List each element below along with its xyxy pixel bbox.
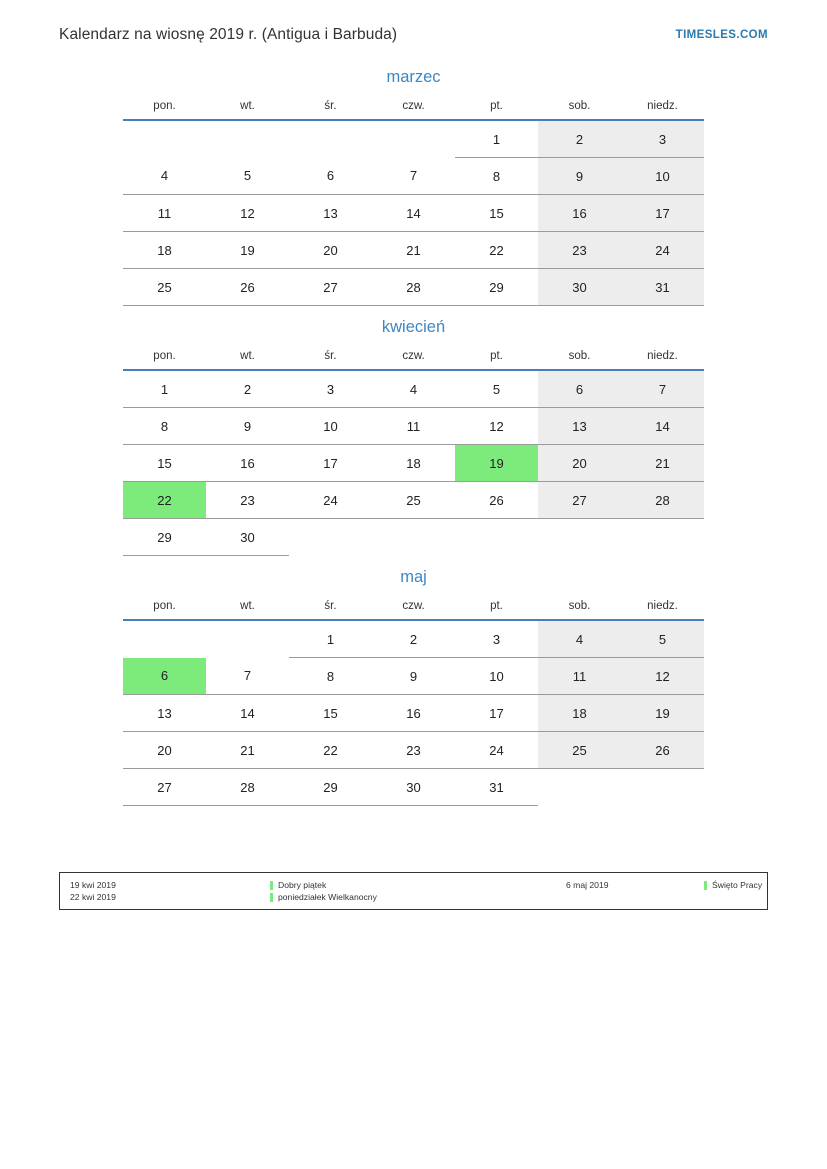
weekday-header: sob. — [538, 97, 621, 120]
week-row — [123, 695, 704, 732]
day-cell[interactable]: 24 — [621, 232, 704, 269]
page-title: Kalendarz na wiosnę 2019 r. (Antigua i Barbuda) — [59, 26, 398, 43]
legend-date: 22 kwi 2019 — [70, 892, 116, 902]
day-cell[interactable]: 30 — [206, 519, 289, 556]
day-cell[interactable]: 14 — [621, 408, 704, 445]
day-cell[interactable]: 13 — [289, 195, 372, 232]
month-block — [59, 312, 768, 556]
day-cell-holiday[interactable]: 19 — [455, 445, 538, 482]
day-cell[interactable]: 6 — [289, 158, 372, 195]
legend-holiday-name: Dobry piątek — [278, 880, 327, 890]
day-cell-empty — [123, 620, 206, 658]
day-cell[interactable]: 28 — [372, 269, 455, 306]
day-cell-empty — [372, 120, 455, 158]
day-cell[interactable]: 14 — [206, 695, 289, 732]
week-row — [123, 769, 704, 806]
day-cell[interactable]: 1 — [123, 370, 206, 408]
week-row — [123, 232, 704, 269]
day-cell[interactable]: 31 — [621, 269, 704, 306]
day-cell[interactable]: 29 — [455, 269, 538, 306]
day-cell[interactable]: 11 — [123, 195, 206, 232]
week-row — [123, 408, 704, 445]
weekday-header: czw. — [372, 97, 455, 120]
day-cell-holiday[interactable]: 22 — [123, 482, 206, 519]
day-cell[interactable]: 10 — [455, 658, 538, 695]
day-cell-empty — [206, 120, 289, 158]
day-cell[interactable]: 1 — [455, 120, 538, 158]
day-cell[interactable]: 29 — [123, 519, 206, 556]
day-cell[interactable]: 7 — [206, 658, 289, 695]
weekday-header: niedz. — [621, 97, 704, 120]
day-cell[interactable]: 9 — [538, 158, 621, 195]
day-cell[interactable]: 9 — [206, 408, 289, 445]
legend-box — [59, 872, 768, 910]
day-cell-empty — [621, 519, 704, 556]
week-row — [123, 269, 704, 306]
weekday-header: pon. — [123, 347, 206, 370]
month-table — [123, 597, 704, 806]
day-cell[interactable]: 28 — [206, 769, 289, 806]
day-cell[interactable]: 26 — [206, 269, 289, 306]
day-cell[interactable]: 25 — [123, 269, 206, 306]
day-cell-empty — [206, 620, 289, 658]
day-cell-empty — [538, 769, 621, 806]
page-header — [59, 20, 768, 50]
day-cell[interactable]: 8 — [123, 408, 206, 445]
day-cell[interactable]: 15 — [455, 195, 538, 232]
weekday-header: wt. — [206, 97, 289, 120]
day-cell[interactable]: 4 — [372, 370, 455, 408]
day-cell[interactable]: 30 — [372, 769, 455, 806]
day-cell[interactable]: 5 — [206, 158, 289, 195]
day-cell[interactable]: 16 — [372, 695, 455, 732]
day-cell[interactable]: 26 — [455, 482, 538, 519]
month-title: kwiecień — [381, 318, 446, 336]
day-cell[interactable]: 18 — [372, 445, 455, 482]
day-cell-empty — [289, 519, 372, 556]
day-cell[interactable]: 30 — [538, 269, 621, 306]
month-table — [123, 97, 704, 306]
day-cell[interactable]: 5 — [455, 370, 538, 408]
day-cell[interactable]: 6 — [538, 370, 621, 408]
day-cell[interactable]: 19 — [621, 695, 704, 732]
weekday-header: pon. — [123, 597, 206, 620]
legend-row — [70, 879, 763, 891]
day-cell[interactable]: 14 — [372, 195, 455, 232]
day-cell[interactable]: 25 — [372, 482, 455, 519]
month-block — [59, 62, 768, 306]
day-cell[interactable]: 4 — [123, 158, 206, 195]
weekday-header: niedz. — [621, 347, 704, 370]
weekday-header: sob. — [538, 597, 621, 620]
legend-date: 19 kwi 2019 — [70, 880, 116, 890]
day-cell[interactable]: 26 — [621, 732, 704, 769]
month-table — [123, 347, 704, 556]
week-row — [123, 519, 704, 556]
day-cell-empty — [455, 519, 538, 556]
week-row — [123, 120, 704, 158]
day-cell[interactable]: 23 — [538, 232, 621, 269]
day-cell[interactable]: 10 — [621, 158, 704, 195]
day-cell[interactable]: 13 — [538, 408, 621, 445]
day-cell[interactable]: 9 — [372, 658, 455, 695]
day-cell[interactable]: 27 — [289, 269, 372, 306]
day-cell[interactable]: 3 — [289, 370, 372, 408]
day-cell[interactable]: 24 — [455, 732, 538, 769]
week-row — [123, 732, 704, 769]
weekday-header: pt. — [455, 97, 538, 120]
weekday-header: pt. — [455, 347, 538, 370]
day-cell[interactable]: 2 — [372, 620, 455, 658]
weekday-header: wt. — [206, 597, 289, 620]
day-cell[interactable]: 27 — [123, 769, 206, 806]
day-cell[interactable]: 21 — [621, 445, 704, 482]
day-cell[interactable]: 17 — [289, 445, 372, 482]
day-cell[interactable]: 3 — [455, 620, 538, 658]
weekday-header-row — [123, 97, 704, 120]
day-cell[interactable]: 23 — [206, 482, 289, 519]
day-cell[interactable]: 25 — [538, 732, 621, 769]
day-cell[interactable]: 4 — [538, 620, 621, 658]
weekday-header: czw. — [372, 347, 455, 370]
calendars-container — [59, 62, 768, 812]
day-cell[interactable]: 21 — [206, 732, 289, 769]
day-cell[interactable]: 16 — [206, 445, 289, 482]
day-cell[interactable]: 24 — [289, 482, 372, 519]
legend-date: 6 maj 2019 — [566, 880, 609, 890]
day-cell[interactable]: 18 — [123, 232, 206, 269]
day-cell[interactable]: 27 — [538, 482, 621, 519]
day-cell[interactable]: 15 — [123, 445, 206, 482]
weekday-header: niedz. — [621, 597, 704, 620]
weekday-header: śr. — [289, 347, 372, 370]
week-row — [123, 158, 704, 195]
month-title: maj — [400, 568, 427, 586]
day-cell[interactable]: 3 — [621, 120, 704, 158]
month-block — [59, 562, 768, 806]
day-cell[interactable]: 7 — [621, 370, 704, 408]
day-cell[interactable]: 17 — [455, 695, 538, 732]
holiday-color-marker-icon — [270, 881, 273, 890]
week-row — [123, 482, 704, 519]
day-cell[interactable]: 13 — [123, 695, 206, 732]
weekday-header: sob. — [538, 347, 621, 370]
day-cell[interactable]: 1 — [289, 620, 372, 658]
day-cell-empty — [372, 519, 455, 556]
day-cell[interactable]: 12 — [621, 658, 704, 695]
week-row — [123, 195, 704, 232]
day-cell[interactable]: 11 — [372, 408, 455, 445]
day-cell[interactable]: 21 — [372, 232, 455, 269]
legend-holiday-name: poniedziałek Wielkanocny — [278, 892, 377, 902]
day-cell[interactable]: 7 — [372, 158, 455, 195]
day-cell[interactable]: 19 — [206, 232, 289, 269]
day-cell[interactable]: 31 — [455, 769, 538, 806]
day-cell[interactable]: 11 — [538, 658, 621, 695]
day-cell[interactable]: 22 — [289, 732, 372, 769]
day-cell[interactable]: 5 — [621, 620, 704, 658]
month-title: marzec — [386, 68, 441, 86]
week-row — [123, 445, 704, 482]
day-cell[interactable]: 2 — [538, 120, 621, 158]
legend-holiday-name: Święto Pracy — [712, 880, 763, 890]
day-cell[interactable]: 2 — [206, 370, 289, 408]
day-cell[interactable]: 22 — [455, 232, 538, 269]
day-cell[interactable]: 20 — [289, 232, 372, 269]
weekday-header: czw. — [372, 597, 455, 620]
weekday-header: śr. — [289, 97, 372, 120]
day-cell[interactable]: 8 — [289, 658, 372, 695]
day-cell[interactable]: 16 — [538, 195, 621, 232]
day-cell-empty — [123, 120, 206, 158]
day-cell[interactable]: 29 — [289, 769, 372, 806]
day-cell[interactable]: 15 — [289, 695, 372, 732]
day-cell[interactable]: 12 — [455, 408, 538, 445]
week-row — [123, 370, 704, 408]
day-cell[interactable]: 8 — [455, 158, 538, 195]
weekday-header: wt. — [206, 347, 289, 370]
weekday-header: śr. — [289, 597, 372, 620]
weekday-header-row — [123, 347, 704, 370]
week-row — [123, 620, 704, 658]
day-cell[interactable]: 23 — [372, 732, 455, 769]
day-cell-empty — [538, 519, 621, 556]
day-cell-empty — [621, 769, 704, 806]
weekday-header: pt. — [455, 597, 538, 620]
day-cell-holiday[interactable]: 6 — [123, 658, 206, 695]
week-row — [123, 658, 704, 695]
day-cell[interactable]: 28 — [621, 482, 704, 519]
day-cell[interactable]: 18 — [538, 695, 621, 732]
day-cell[interactable]: 12 — [206, 195, 289, 232]
legend-row — [70, 891, 759, 903]
weekday-header-row — [123, 597, 704, 620]
day-cell-empty — [289, 120, 372, 158]
holiday-color-marker-icon — [270, 893, 273, 902]
day-cell[interactable]: 20 — [123, 732, 206, 769]
day-cell[interactable]: 10 — [289, 408, 372, 445]
site-brand[interactable]: TIMESLES.COM — [675, 29, 768, 41]
day-cell[interactable]: 20 — [538, 445, 621, 482]
day-cell[interactable]: 17 — [621, 195, 704, 232]
weekday-header: pon. — [123, 97, 206, 120]
holiday-color-marker-icon — [704, 881, 707, 890]
